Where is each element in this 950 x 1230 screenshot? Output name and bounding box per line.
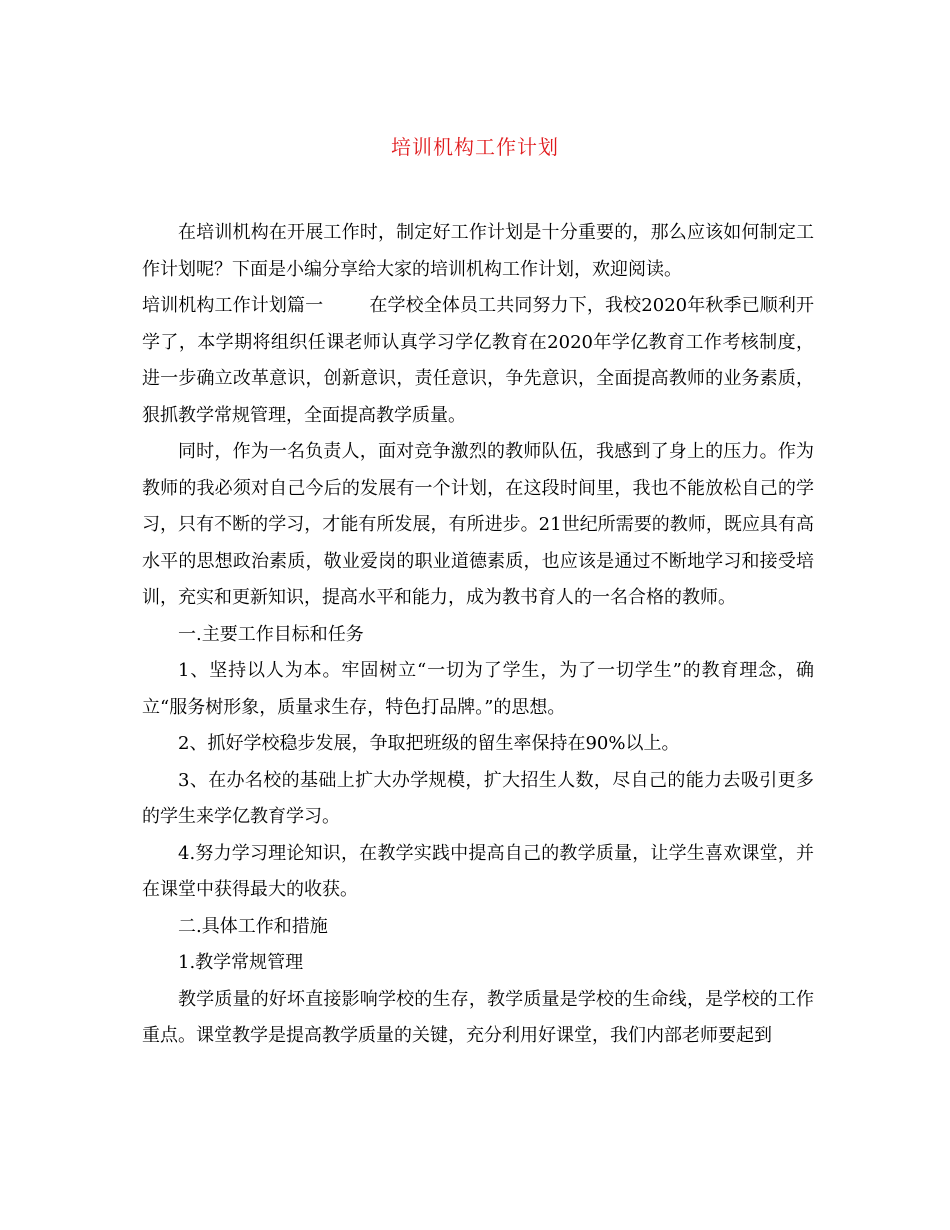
document-title: 培训机构工作计划 bbox=[391, 135, 559, 159]
list-item-goal-3: 3、在办名校的基础上扩大办学规模，扩大招生人数，尽自己的能力去吸引更多的学生来学亿教育学习。 bbox=[142, 769, 814, 827]
section-heading-goals: 一.主要工作目标和任务 bbox=[178, 623, 364, 645]
section-heading-measures: 二.具体工作和措施 bbox=[178, 915, 328, 937]
list-item-goal-4: 4.努力学习理论知识，在教学实践中提高自己的教学质量，让学生喜欢课堂，并在课堂中获得最大的收获。 bbox=[142, 842, 814, 900]
section-heading-plan-one: 培训机构工作计划篇一 bbox=[142, 295, 324, 316]
paragraph-intro: 在培训机构在开展工作时，制定好工作计划是十分重要的，那么应该如何制定工作计划呢？下面是小编分享给大家的培训机构工作计划，欢迎阅读。 bbox=[142, 222, 814, 280]
paragraph-pressure: 同时，作为一名负责人，面对竞争激烈的教师队伍，我感到了身上的压力。作为教师的我必须对自己今后的发展有一个计划，在这段时间里，我也不能放松自己的学习，只有不断的学习，才能有所发展，有所进步。21世纪所需要的教师，既应具有高水平的思想政治素质，敬业爱岗的职业道德素质，也应该是通过不断地学习和接受培训，充实和更新知识，提高水平和能力，成为教书育人的一名合格的教师。 bbox=[142, 441, 814, 608]
paragraph-plan-one-text: 在学校全体员工共同努力下，我校2020年秋季已顺利开学了，本学期将组织任课老师认真学习学亿教育在2020年学亿教育工作考核制度，进一步确立改革意识，创新意识，责任意识，争先意识，全面提高教师的业务素质，狠抓教学常规管理，全面提高教学质量。 bbox=[142, 295, 815, 426]
list-item-goal-1: 1、坚持以人为本。牢固树立“一切为了学生，为了一切学生”的教育理念，确立“服务树形象，质量求生存，特色打品牌。”的思想。 bbox=[142, 660, 814, 718]
paragraph-plan-one bbox=[142, 288, 814, 434]
paragraph-teaching-quality: 教学质量的好坏直接影响学校的生存，教学质量是学校的生命线，是学校的工作重点。课堂教学是提高教学质量的关键，充分利用好课堂，我们内部老师要起到 bbox=[142, 988, 814, 1046]
list-item-goal-2: 2、抓好学校稳步发展，争取把班级的留生率保持在90%以上。 bbox=[178, 733, 680, 754]
subsection-heading-teaching: 1.教学常规管理 bbox=[178, 952, 304, 973]
document-body bbox=[142, 215, 814, 1055]
